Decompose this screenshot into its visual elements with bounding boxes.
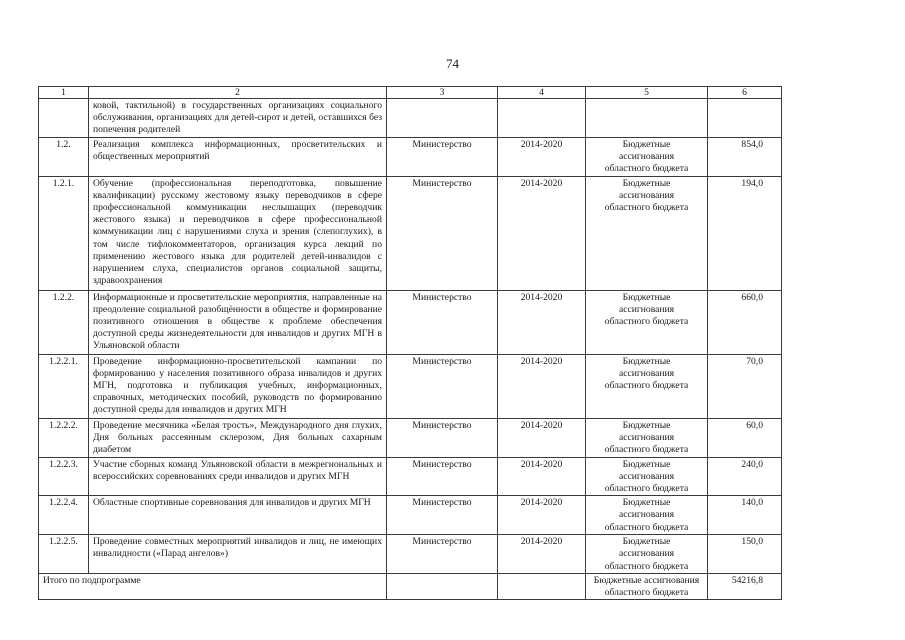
row-executor: Министерство (387, 535, 498, 574)
row-description: Областные спортивные соревнования для инвалидов и других МГН (89, 496, 387, 535)
row-description: Проведение совместных мероприятий инвалидов и лиц, не имеющих инвалидности («Парад ангелов») (89, 535, 387, 574)
total-amount: 54216,8 (708, 573, 782, 599)
row-amount: 150,0 (708, 535, 782, 574)
column-number: 2 (89, 87, 387, 99)
row-description: Участие сборных команд Ульяновской области в межрегиональных и всероссийских соревнованиях среди инвалидов и других МГН (89, 457, 387, 496)
row-description: ковой, тактильной) в государственных организациях социального обслуживания, организациях для детей-сирот и детей, оставшихся без попечения родителей (89, 99, 387, 138)
row-description: Проведение информационно-просветительской кампании по формированию у населения позитивного образа инвалидов и других МГН, подготовка и публикация учебных, информационных, справочных, методических пособий, руководств по формированию доступной среды для инвалидов и других МГН (89, 354, 387, 418)
table-row (39, 418, 782, 457)
row-funding-source: Бюджетные ассигнования областного бюджета (586, 137, 708, 176)
row-funding-source: Бюджетные ассигнования областного бюджета (586, 496, 708, 535)
row-period (498, 99, 586, 138)
row-executor (387, 99, 498, 138)
total-label: Итого по подпрограмме (39, 573, 387, 599)
row-description: Обучение (профессиональная переподготовка, повышение квалификации) русскому жестовому языку переводчиков в сфере профессиональной коммуникации неслышащих (переводчик жестового языка) и переводчиков в сфере профессиональной коммуникации лиц с нарушениями слуха и зрения (слепоглухих), в том числе тифлокомментаторов, организация курса лекций по применению жестового языка для родителей детей-инвалидов с нарушением слуха, специалистов органов социальной защиты, здравоохранения (89, 176, 387, 290)
row-number (39, 99, 89, 138)
row-amount: 70,0 (708, 354, 782, 418)
row-number: 1.2.2.3. (39, 457, 89, 496)
row-funding-source: Бюджетные ассигнования областного бюджета (586, 176, 708, 290)
column-number: 1 (39, 87, 89, 99)
row-amount: 60,0 (708, 418, 782, 457)
row-amount: 240,0 (708, 457, 782, 496)
table-row (39, 99, 782, 138)
column-number: 4 (498, 87, 586, 99)
total-funding-source: Бюджетные ассигнования областного бюджета (586, 573, 708, 599)
row-number: 1.2.2.4. (39, 496, 89, 535)
row-period: 2014-2020 (498, 290, 586, 354)
row-amount: 140,0 (708, 496, 782, 535)
total-row (39, 573, 782, 599)
row-amount: 660,0 (708, 290, 782, 354)
row-number: 1.2.2.5. (39, 535, 89, 574)
row-funding-source: Бюджетные ассигнования областного бюджета (586, 354, 708, 418)
row-description: Реализация комплекса информационных, просветительских и общественных мероприятий (89, 137, 387, 176)
column-number-row (39, 87, 782, 99)
row-number: 1.2. (39, 137, 89, 176)
row-period: 2014-2020 (498, 137, 586, 176)
row-amount: 194,0 (708, 176, 782, 290)
row-executor: Министерство (387, 418, 498, 457)
total-period-empty (498, 573, 586, 599)
row-period: 2014-2020 (498, 354, 586, 418)
row-executor: Министерство (387, 137, 498, 176)
row-period: 2014-2020 (498, 418, 586, 457)
row-number: 1.2.2. (39, 290, 89, 354)
row-executor: Министерство (387, 290, 498, 354)
row-executor: Министерство (387, 496, 498, 535)
column-number: 5 (586, 87, 708, 99)
column-number: 6 (708, 87, 782, 99)
row-number: 1.2.2.2. (39, 418, 89, 457)
row-amount (708, 99, 782, 138)
table-row (39, 176, 782, 290)
row-executor: Министерство (387, 354, 498, 418)
table-row (39, 496, 782, 535)
row-funding-source (586, 99, 708, 138)
program-table (38, 86, 782, 600)
row-funding-source: Бюджетные ассигнования областного бюджета (586, 290, 708, 354)
total-executor-empty (387, 573, 498, 599)
table-row (39, 137, 782, 176)
row-description: Информационные и просветительские мероприятия, направленные на преодоление социальной разобщённости в обществе и формирование позитивного отношения в обществе к проблеме обеспечения доступной среды жизнедеятельности для инвалидов и других МГН в Ульяновской области (89, 290, 387, 354)
row-funding-source: Бюджетные ассигнования областного бюджета (586, 535, 708, 574)
row-funding-source: Бюджетные ассигнования областного бюджета (586, 457, 708, 496)
table-row (39, 535, 782, 574)
row-description: Проведение месячника «Белая трость», Международного дня глухих, Дня больных рассеянным склерозом, Дня больных сахарным диабетом (89, 418, 387, 457)
row-number: 1.2.2.1. (39, 354, 89, 418)
row-executor: Министерство (387, 176, 498, 290)
row-period: 2014-2020 (498, 176, 586, 290)
row-amount: 854,0 (708, 137, 782, 176)
page-number: 74 (446, 56, 459, 71)
column-number: 3 (387, 87, 498, 99)
row-period: 2014-2020 (498, 457, 586, 496)
table-row (39, 457, 782, 496)
row-period: 2014-2020 (498, 535, 586, 574)
table-row (39, 290, 782, 354)
row-number: 1.2.1. (39, 176, 89, 290)
table-row (39, 354, 782, 418)
row-funding-source: Бюджетные ассигнования областного бюджета (586, 418, 708, 457)
row-period: 2014-2020 (498, 496, 586, 535)
row-executor: Министерство (387, 457, 498, 496)
